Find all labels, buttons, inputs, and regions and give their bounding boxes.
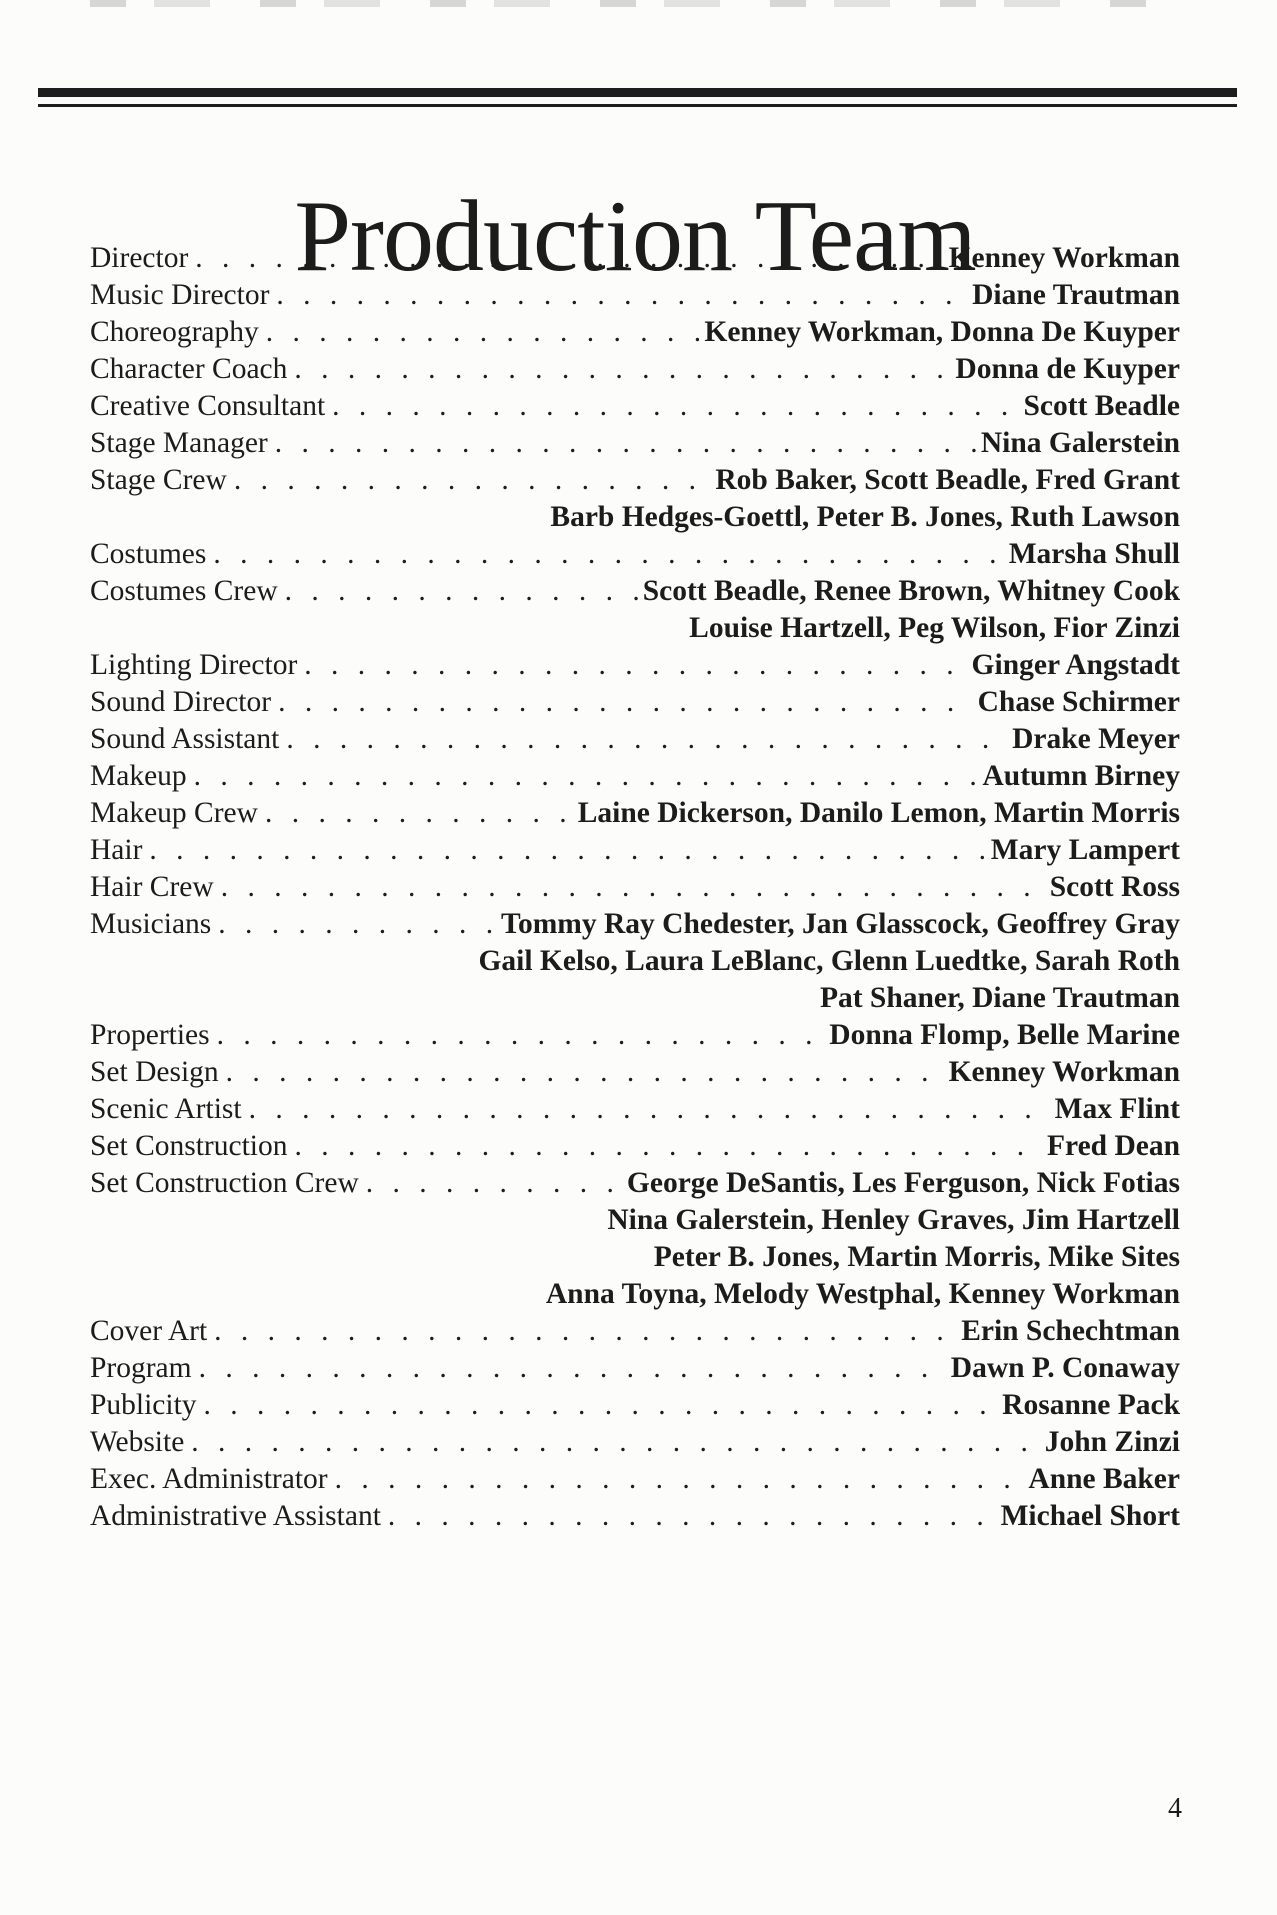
dot-leader: [285, 573, 638, 610]
credit-role: Makeup Crew: [90, 797, 258, 829]
credit-first-line: [90, 1461, 1180, 1498]
credit-row: [90, 388, 1180, 425]
credit-role: Sound Assistant: [90, 723, 280, 755]
dot-leader: [249, 1091, 1050, 1128]
credit-row: [90, 721, 1180, 758]
credit-first-line: [90, 647, 1180, 684]
dot-leader: [218, 906, 496, 943]
credit-row: [90, 684, 1180, 721]
credit-row: [90, 425, 1180, 462]
credit-names: Drake Meyer: [1012, 723, 1180, 755]
credit-names: Donna de Kuyper: [955, 353, 1180, 385]
credit-names: Ginger Angstadt: [971, 649, 1180, 681]
header-rule-thin: [38, 104, 1237, 107]
credit-role: Hair: [90, 834, 143, 866]
credit-first-line: [90, 240, 1180, 277]
credit-continuation: Nina Galerstein, Henley Graves, Jim Hartzell: [607, 1204, 1180, 1236]
credit-role: Character Coach: [90, 353, 288, 385]
credit-row: [90, 240, 1180, 277]
credit-names: Dawn P. Conaway: [950, 1352, 1180, 1384]
credit-role: Choreography: [90, 316, 259, 348]
credit-continuation: Barb Hedges-Goettl, Peter B. Jones, Ruth Lawson: [550, 501, 1180, 533]
credit-row: [90, 1091, 1180, 1128]
credit-row: [90, 795, 1180, 832]
credit-names: Rob Baker, Scott Beadle, Fred Grant: [715, 464, 1180, 496]
dot-leader: [294, 351, 950, 388]
credit-first-line: [90, 1054, 1180, 1091]
dot-leader: [199, 1350, 946, 1387]
credit-role: Musicians: [90, 908, 212, 940]
credit-first-line: [90, 1017, 1180, 1054]
credit-names: Chase Schirmer: [977, 686, 1180, 718]
credit-row: [90, 1387, 1180, 1424]
credit-role: Cover Art: [90, 1315, 208, 1347]
credit-names: Autumn Birney: [982, 760, 1180, 792]
credit-row: [90, 1017, 1180, 1054]
credit-row: [90, 1313, 1180, 1350]
dot-leader: [195, 240, 943, 277]
credit-continuation: Gail Kelso, Laura LeBlanc, Glenn Luedtke, Sarah Roth: [478, 945, 1180, 977]
credit-role: Stage Manager: [90, 427, 268, 459]
credit-row: [90, 573, 1180, 647]
dot-leader: [304, 647, 966, 684]
credit-continuation: Louise Hartzell, Peg Wilson, Fior Zinzi: [689, 612, 1180, 644]
credit-names: Max Flint: [1054, 1093, 1180, 1125]
dot-leader: [234, 462, 711, 499]
dot-leader: [294, 1128, 1042, 1165]
credit-row: [90, 1461, 1180, 1498]
credit-names: John Zinzi: [1044, 1426, 1180, 1458]
credit-first-line: [90, 573, 1180, 610]
credit-first-line: [90, 869, 1180, 906]
credit-first-line: [90, 314, 1180, 351]
credit-role: Program: [90, 1352, 192, 1384]
credit-names: George DeSantis, Les Ferguson, Nick Fotias: [626, 1167, 1180, 1199]
dot-leader: [265, 795, 573, 832]
credit-names: Nina Galerstein: [980, 427, 1180, 459]
dot-leader: [286, 721, 1007, 758]
credit-row: [90, 536, 1180, 573]
credit-first-line: [90, 795, 1180, 832]
credit-row: [90, 1165, 1180, 1313]
scan-artifact-strip: [90, 0, 1150, 7]
credit-row: [90, 832, 1180, 869]
credit-role: Hair Crew: [90, 871, 214, 903]
credit-first-line: [90, 351, 1180, 388]
credit-role: Costumes: [90, 538, 207, 570]
dot-leader: [214, 1313, 956, 1350]
credit-names: Laine Dickerson, Danilo Lemon, Martin Morris: [577, 797, 1180, 829]
credit-row: [90, 1424, 1180, 1461]
dot-leader: [226, 1054, 944, 1091]
credit-first-line: [90, 277, 1180, 314]
credit-row: [90, 1128, 1180, 1165]
credit-role: Properties: [90, 1019, 210, 1051]
credit-names: Scott Beadle, Renee Brown, Whitney Cook: [642, 575, 1180, 607]
credit-first-line: [90, 906, 1180, 943]
credit-names: Scott Beadle: [1023, 390, 1180, 422]
credit-names: Kenney Workman: [948, 242, 1180, 274]
dot-leader: [191, 1424, 1039, 1461]
credit-row: [90, 1498, 1180, 1535]
credit-role: Administrative Assistant: [90, 1500, 381, 1532]
credit-names: Erin Schechtman: [961, 1315, 1180, 1347]
header-rule-thick: [38, 88, 1237, 97]
credit-row: [90, 314, 1180, 351]
credit-role: Music Director: [90, 279, 270, 311]
credit-first-line: [90, 388, 1180, 425]
credit-row: [90, 1350, 1180, 1387]
credit-row: [90, 351, 1180, 388]
dot-leader: [275, 425, 976, 462]
credit-first-line: [90, 1313, 1180, 1350]
credit-first-line: [90, 1091, 1180, 1128]
dot-leader: [149, 832, 985, 869]
credit-row: [90, 462, 1180, 536]
dot-leader: [332, 388, 1018, 425]
credit-names: Fred Dean: [1046, 1130, 1180, 1162]
credit-first-line: [90, 1350, 1180, 1387]
credit-role: Sound Director: [90, 686, 272, 718]
credits-list: [90, 240, 1180, 1535]
credit-names: Diane Trautman: [972, 279, 1180, 311]
credit-role: Lighting Director: [90, 649, 298, 681]
dot-leader: [204, 1387, 998, 1424]
credit-row: [90, 906, 1180, 1017]
credit-role: Set Construction: [90, 1130, 288, 1162]
credit-role: Costumes Crew: [90, 575, 278, 607]
credit-role: Scenic Artist: [90, 1093, 242, 1125]
credit-row: [90, 1054, 1180, 1091]
dot-leader: [194, 758, 978, 795]
credit-names: Rosanne Pack: [1002, 1389, 1180, 1421]
credit-role: Set Construction Crew: [90, 1167, 359, 1199]
credit-first-line: [90, 462, 1180, 499]
credit-first-line: [90, 684, 1180, 721]
credit-names: Michael Short: [1000, 1500, 1180, 1532]
credit-names: Donna Flomp, Belle Marine: [829, 1019, 1180, 1051]
credit-first-line: [90, 1424, 1180, 1461]
credit-role: Publicity: [90, 1389, 197, 1421]
credit-continuation: Pat Shaner, Diane Trautman: [819, 982, 1180, 1014]
credit-continuation: Anna Toyna, Melody Westphal, Kenney Workman: [545, 1278, 1180, 1310]
header-rules: [38, 88, 1237, 107]
page-number: 4: [1168, 1793, 1182, 1824]
dot-leader: [366, 1165, 622, 1202]
credit-role: Set Design: [90, 1056, 219, 1088]
dot-leader: [266, 314, 700, 351]
page-title: Production Team: [294, 180, 976, 294]
credit-first-line: [90, 721, 1180, 758]
credit-role: Exec. Administrator: [90, 1463, 328, 1495]
credit-first-line: [90, 1387, 1180, 1424]
credit-role: Creative Consultant: [90, 390, 326, 422]
credit-first-line: [90, 1165, 1180, 1202]
credit-role: Makeup: [90, 760, 187, 792]
credit-names: Anne Baker: [1028, 1463, 1180, 1495]
credit-names: Kenney Workman: [948, 1056, 1180, 1088]
credit-row: [90, 869, 1180, 906]
dot-leader: [276, 277, 967, 314]
credit-names: Tommy Ray Chedester, Jan Glasscock, Geoffrey Gray: [501, 908, 1180, 940]
credit-first-line: [90, 536, 1180, 573]
dot-leader: [221, 869, 1045, 906]
credit-first-line: [90, 832, 1180, 869]
credit-row: [90, 647, 1180, 684]
credit-row: [90, 758, 1180, 795]
dot-leader: [217, 1017, 825, 1054]
credit-names: Scott Ross: [1049, 871, 1180, 903]
credit-first-line: [90, 1498, 1180, 1535]
dot-leader: [278, 684, 973, 721]
credit-names: Mary Lampert: [990, 834, 1180, 866]
credit-row: [90, 277, 1180, 314]
credit-first-line: [90, 1128, 1180, 1165]
credit-names: Kenney Workman, Donna De Kuyper: [704, 316, 1180, 348]
credit-continuation: Peter B. Jones, Martin Morris, Mike Sites: [653, 1241, 1180, 1273]
credit-role: Stage Crew: [90, 464, 227, 496]
credit-role: Director: [90, 242, 189, 274]
dot-leader: [388, 1498, 996, 1535]
credit-role: Website: [90, 1426, 185, 1458]
credit-first-line: [90, 425, 1180, 462]
dot-leader: [335, 1461, 1024, 1498]
dot-leader: [213, 536, 1003, 573]
credit-first-line: [90, 758, 1180, 795]
credit-names: Marsha Shull: [1008, 538, 1180, 570]
